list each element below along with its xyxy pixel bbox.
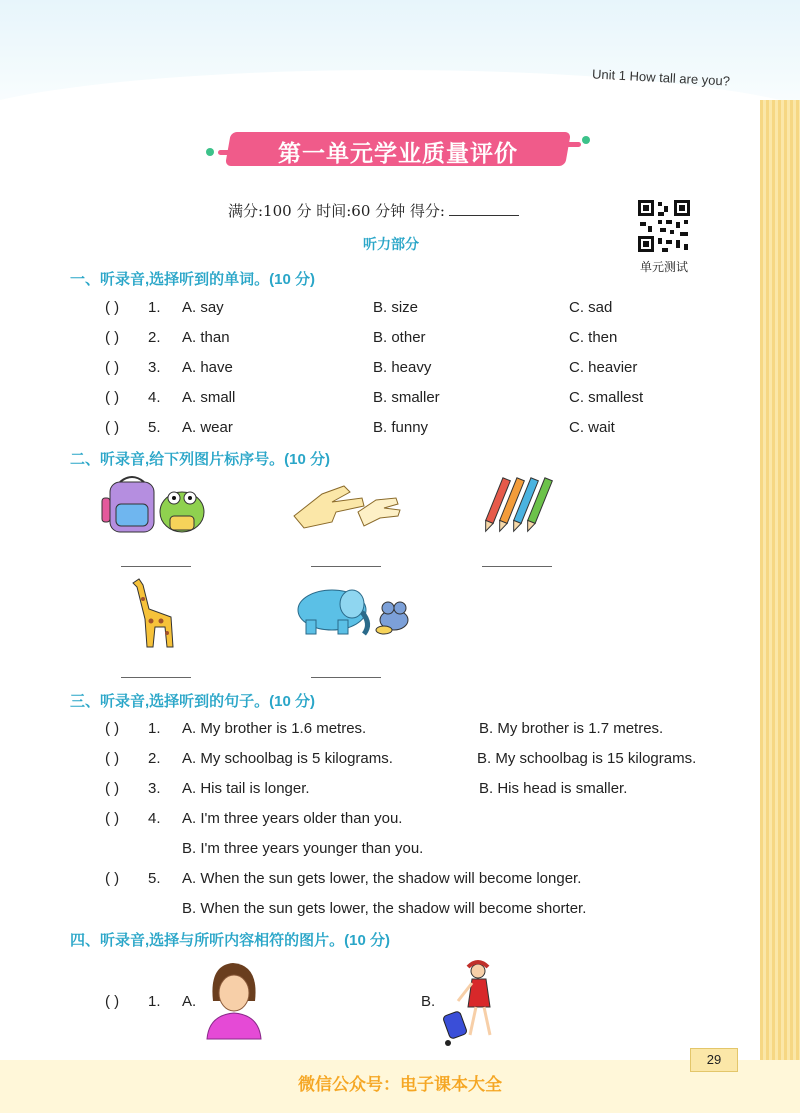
option-c: C. wait	[569, 419, 615, 436]
option-b: B. funny	[373, 419, 429, 436]
option-b: B. My brother is 1.7 metres.	[479, 720, 664, 737]
option-a: A. I'm three years older than you.	[182, 810, 403, 827]
answer-blank[interactable]: ( )	[105, 993, 120, 1010]
answer-line	[121, 677, 191, 678]
score-blank	[449, 215, 519, 216]
question-number: 4.	[148, 810, 161, 827]
option-b: B. smaller	[373, 389, 440, 406]
question-number: 1.	[148, 299, 161, 316]
answer-blank[interactable]: ( )	[105, 720, 120, 737]
option-b: B.	[421, 993, 436, 1010]
option-a: A. have	[182, 359, 233, 376]
option-c: C. heavier	[569, 359, 638, 376]
answer-blank[interactable]: ( )	[105, 750, 120, 767]
question-number: 1.	[148, 993, 161, 1010]
answer-blank[interactable]: ( )	[105, 329, 120, 346]
option-b: B. I'm three years younger than you.	[182, 840, 424, 857]
question-number: 5.	[148, 419, 161, 436]
walking-woman-icon	[440, 957, 510, 1047]
question-number: 5.	[148, 870, 161, 887]
score-text: 满分:100 分 时间:60 分钟 得分:	[228, 202, 445, 220]
option-c: C. smallest	[569, 389, 644, 406]
footer-watermark: 微信公众号：电子课本大全	[298, 1075, 502, 1094]
score-line	[228, 200, 519, 221]
option-a: A. When the sun gets lower, the shadow will become longer.	[182, 870, 582, 887]
answer-blank[interactable]: ( )	[105, 810, 120, 827]
option-b: B. size	[373, 299, 419, 316]
banner-dash-right	[563, 142, 581, 147]
giraffe-icon	[127, 575, 179, 649]
section-3-heading: 三、听录音,选择听到的句子。(10 分)	[70, 693, 316, 710]
question-number: 4.	[148, 389, 161, 406]
page-title: 第一单元学业质量评价	[278, 140, 518, 166]
option-a: A. My schoolbag is 5 kilograms.	[182, 750, 393, 767]
qr-label: 单元测试	[639, 260, 688, 274]
hands-icon	[292, 478, 402, 533]
option-a: A. than	[182, 329, 230, 346]
option-c: C. sad	[569, 299, 613, 316]
answer-blank[interactable]: ( )	[105, 419, 120, 436]
section-2-heading: 二、听录音,给下列图片标序号。(10 分)	[70, 451, 331, 468]
question-number: 2.	[148, 750, 161, 767]
elephant-mouse-icon	[292, 584, 414, 640]
listening-heading: 听力部分	[363, 236, 419, 252]
option-b: B. heavy	[373, 359, 432, 376]
option-a: A. My brother is 1.6 metres.	[182, 720, 367, 737]
question-number: 3.	[148, 780, 161, 797]
section-1-heading: 一、听录音,选择听到的单词。(10 分)	[70, 271, 316, 288]
option-a: A. wear	[182, 419, 233, 436]
pencils-icon	[478, 476, 558, 536]
answer-blank[interactable]: ( )	[105, 359, 120, 376]
option-a: A. small	[182, 389, 236, 406]
option-a: A. say	[182, 299, 224, 316]
banner-dot-right	[582, 136, 590, 144]
option-a: A. His tail is longer.	[182, 780, 310, 797]
question-number: 1.	[148, 720, 161, 737]
qr-code-icon	[636, 198, 692, 254]
answer-blank[interactable]: ( )	[105, 389, 120, 406]
answer-line	[311, 677, 381, 678]
schoolbags-icon	[102, 476, 212, 536]
question-number: 3.	[148, 359, 161, 376]
book-page-edge	[760, 100, 800, 1113]
answer-line	[121, 566, 191, 567]
woman-portrait-icon	[203, 961, 265, 1039]
answer-line	[482, 566, 552, 567]
answer-line	[311, 566, 381, 567]
option-b: B. His head is smaller.	[479, 780, 628, 797]
option-b: B. When the sun gets lower, the shadow will become shorter.	[182, 900, 587, 917]
answer-blank[interactable]: ( )	[105, 299, 120, 316]
answer-blank[interactable]: ( )	[105, 870, 120, 887]
title-banner	[208, 132, 588, 166]
question-number: 2.	[148, 329, 161, 346]
option-c: C. then	[569, 329, 618, 346]
option-b: B. other	[373, 329, 426, 346]
page-number: 29	[690, 1048, 738, 1072]
option-a: A.	[182, 993, 197, 1010]
section-4-heading: 四、听录音,选择与所听内容相符的图片。(10 分)	[70, 932, 391, 949]
option-b: B. My schoolbag is 15 kilograms.	[477, 750, 697, 767]
running-title: Unit 1 How tall are you?	[591, 66, 731, 89]
answer-blank[interactable]: ( )	[105, 780, 120, 797]
header-curve	[0, 70, 800, 190]
